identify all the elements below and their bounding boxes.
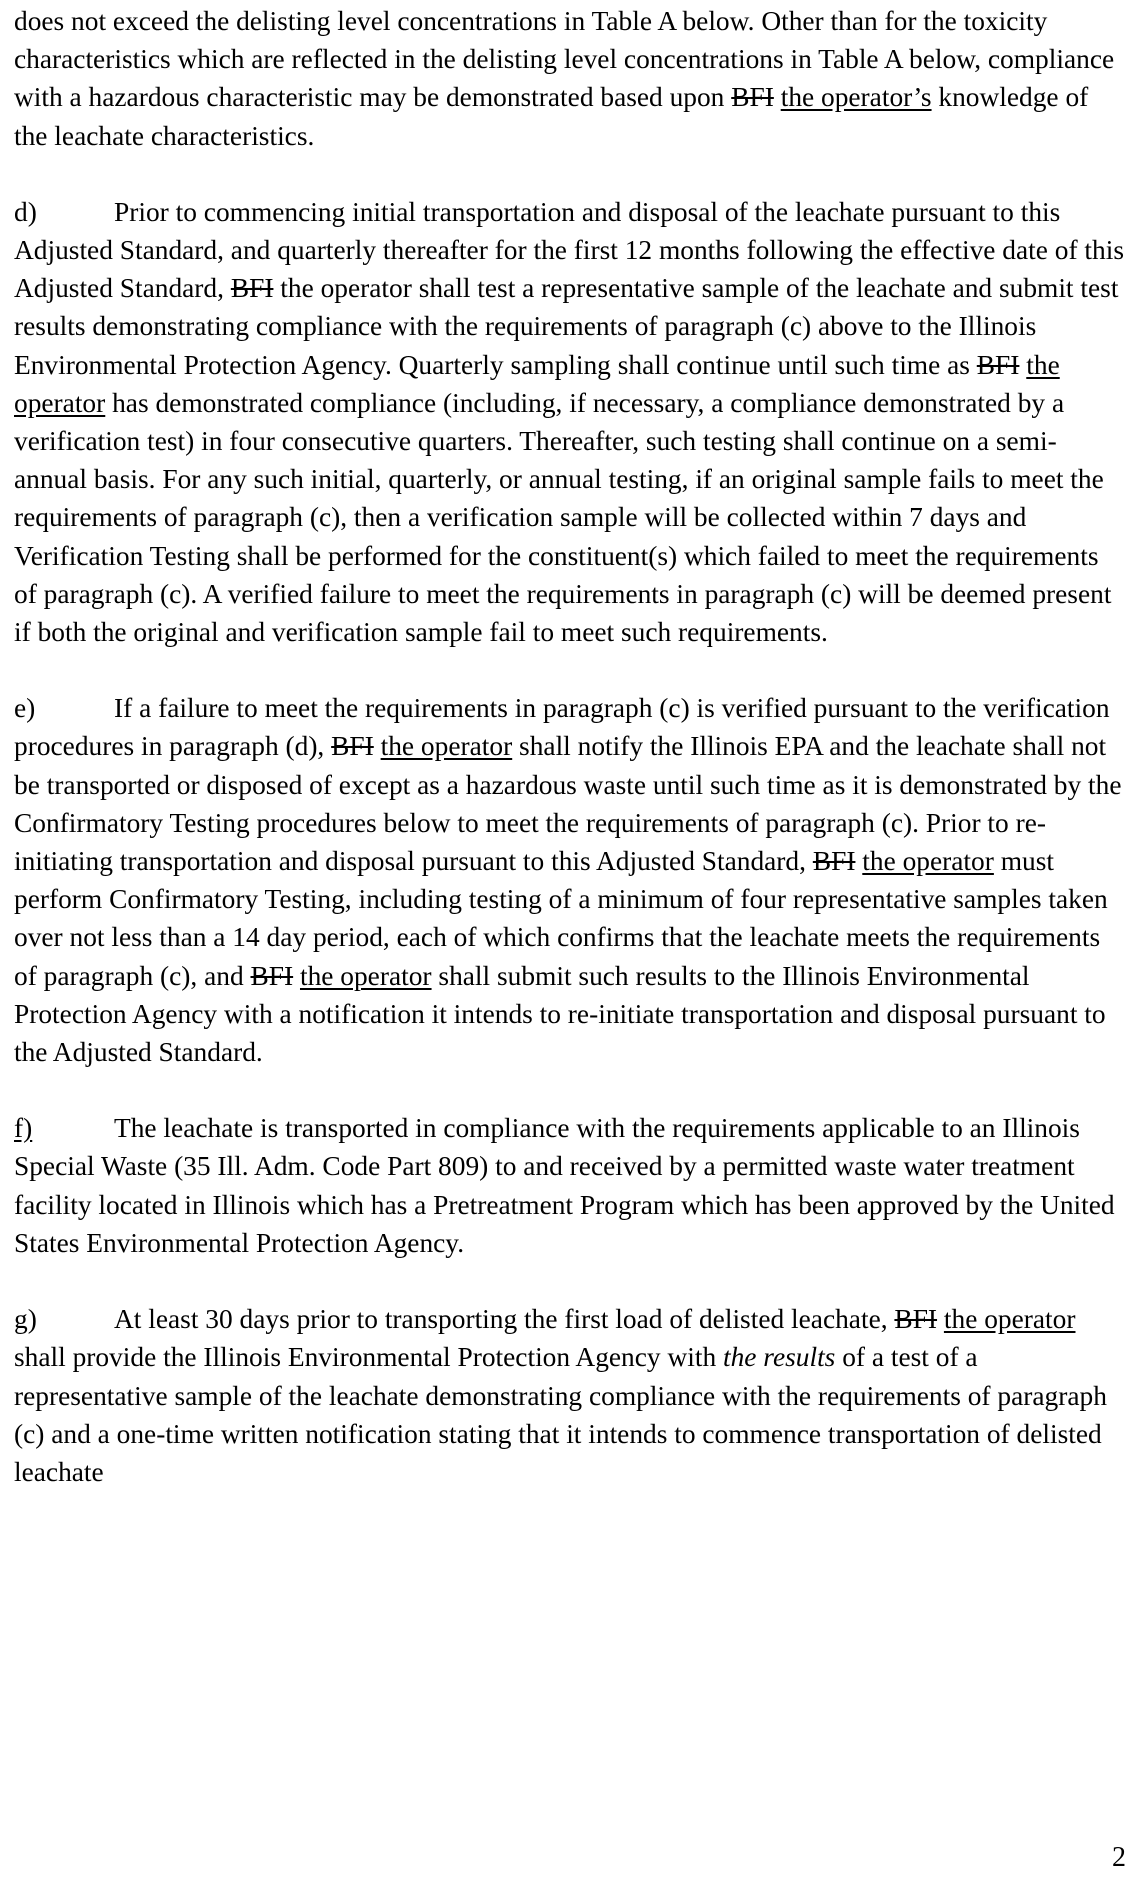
para-e-text-2: shall notify the Illinois EPA and the leachate shall not be transported or disposed of except as a hazardous waste until such time as it is demonstrated by the Confirmatory Testing procedures below to meet the requirements of paragraph (c). Prior to re-initiating transportation and disposal pursuant to this Adjusted Standard, [14,731,1122,877]
para-g-text-3: of a test of a representative sample of the leachate demonstrating compliance with the requirements of paragraph (c) and a one-time written notification stating that it intends to commence transportation of delisted leachate [14,1342,1107,1487]
paragraph-d [14,193,1124,651]
inserted-text: the operator [14,349,1060,418]
para-e-text-4: shall submit such results to the Illinois Environmental Protection Agency with a notification it intends to re-initiate transportation and disposal pursuant to the Adjusted Standard. [14,960,1106,1068]
paragraph-label: g) [14,1304,37,1335]
para-g-text-2: shall provide the Illinois Environmental Protection Agency with [14,1342,723,1373]
struck-text: BFI [812,846,856,877]
inserted-text: the operator [380,731,513,762]
italic-text: the results [723,1342,836,1373]
inserted-text: the operator [299,960,432,991]
struck-text: BFI [976,349,1020,380]
intro-text-2: knowledge of the leachate characteristics. [14,82,1089,151]
inserted-text: the operator [862,846,994,877]
struck-text: BFI [894,1304,938,1335]
page-number: 2 [1112,1842,1126,1873]
paragraph-e [14,689,1124,1071]
para-g-text-1: At least 30 days prior to transporting the first load of delisted leachate, [114,1304,895,1335]
struck-text: BFI [331,731,374,762]
para-e-text-1: If a failure to meet the requirements in paragraph (c) is verified pursuant to the verification procedures in paragraph (d), [14,693,1110,762]
para-d-text-3: has demonstrated compliance (including, if necessary, a compliance demonstrated by a verification test) in four consecutive quarters. Thereafter, such testing shall continue on a semi-annual basis. For any such initial, quarterly, or annual testing, if an original sample fails to meet the requirements of paragraph (c), then a verification sample will be collected within 7 days and Verification Testing shall be performed for the constituent(s) which failed to meet the requirements of paragraph (c). A verified failure to meet the requirements in paragraph (c) will be deemed present if both the original and verification sample fail to meet such requirements. [14,387,1112,648]
struck-text: BFI [731,82,774,113]
paragraph-label: d) [14,196,37,227]
inserted-text: the operator [943,1304,1076,1335]
paragraph-label [14,1109,114,1147]
para-f-text-1: The leachate is transported in compliance with the requirements applicable to an Illinois Special Waste (35 Ill. Adm. Code Part 809) to and received by a permitted waste water treatment facility located in Illinois which has a Pretreatment Program which has been approved by the United States Environmental Protection Agency. [14,1113,1115,1258]
intro-text-1: does not exceed the delisting level concentrations in Table A below. Other than for the toxicity characteristics which are reflected in the delisting level concentrations in Table A below, compliance with a hazardous characteristic may be demonstrated based upon [14,6,1115,113]
paragraph-intro [14,2,1124,155]
inserted-text: the operator’s [780,82,932,113]
document-page [14,0,1124,1491]
paragraph-label: e) [14,693,36,724]
paragraph-f [14,1109,1124,1262]
struck-text: BFI [230,273,274,304]
paragraph-label-text: f) [14,1113,33,1144]
paragraph-g [14,1300,1124,1491]
para-d-text-1: Prior to commencing initial transportation and disposal of the leachate pursuant to this Adjusted Standard, and quarterly thereafter for the first 12 months following the effective date of this Adjusted Standard, [14,196,1125,304]
para-d-text-2: the operator shall test a representative sample of the leachate and submit test results demonstrating compliance with the requirements of paragraph (c) above to the Illinois Environmental Protection Agency. Quarterly sampling shall continue until such time as [14,273,1119,380]
para-e-text-3: must perform Confirmatory Testing, including testing of a minimum of four representative samples taken over not less than a 14 day period, each of which confirms that the leachate meets the requirements of paragraph (c), and [14,846,1108,991]
struck-text: BFI [250,960,294,991]
